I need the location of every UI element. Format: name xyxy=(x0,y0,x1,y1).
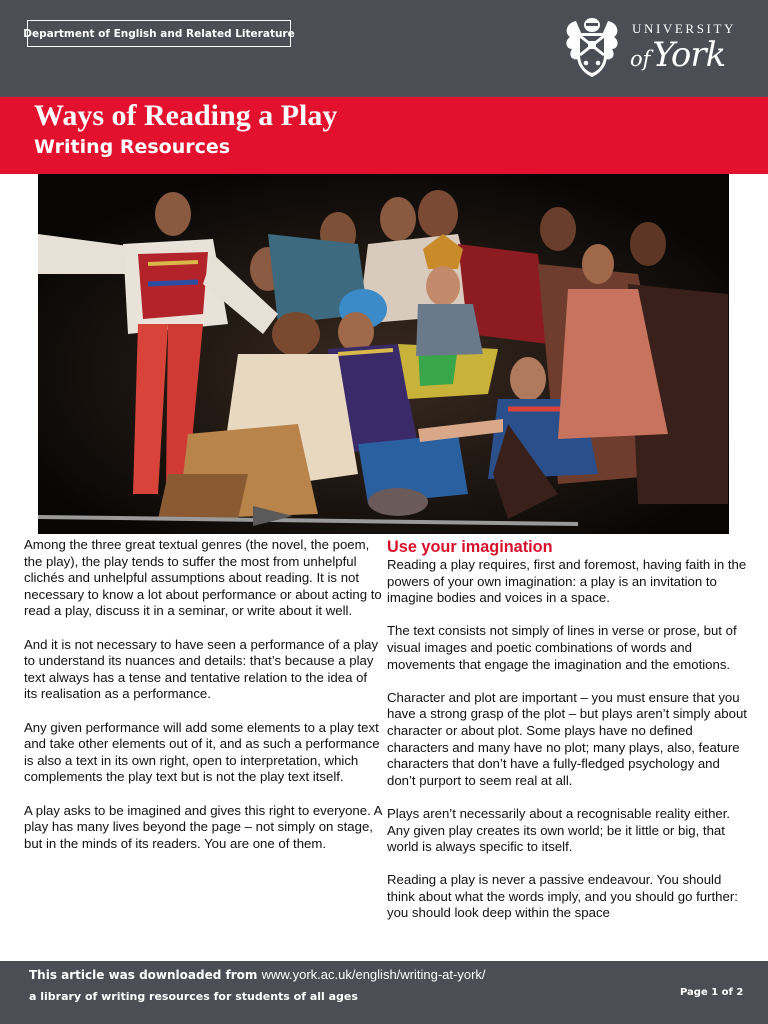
library-tagline: a library of writing resources for students of all ages xyxy=(29,990,358,1003)
body-paragraph: Any given performance will add some elements to a play text and take other elements out of it, and as such a performance is also a text in its own right, open to interpretation, which complements the play text but is not the play text itself. xyxy=(24,719,380,785)
logo-york-text xyxy=(630,35,725,75)
department-label: Department of English and Related Literature xyxy=(27,20,291,47)
download-link[interactable]: www.york.ac.uk/english/writing-at-york/ xyxy=(261,967,486,982)
logo-of-text: of xyxy=(630,47,651,71)
university-logo[interactable] xyxy=(562,15,742,81)
left-column xyxy=(24,537,382,869)
stage-performance-photo xyxy=(38,174,729,534)
body-paragraph: Among the three great textual genres (the novel, the poem, the play), the play tends to suffer the most from unhelpful clichés and unhelpful assumptions about reading. It is not necessary to know a lot about performance or about acting to read a play, discuss it in a seminar, or write about it well. xyxy=(24,537,382,619)
page-title: Ways of Reading a Play xyxy=(34,99,338,132)
body-paragraph: Reading a play requires, first and foremost, having faith in the powers of your own imagination: a play is an invitation to imagine bodies and voices in a space. xyxy=(387,557,747,606)
body-paragraph: Character and plot are important – you must ensure that you have a strong grasp of the plot – but plays aren’t simply about character or about plot. Some plays have no defined characters and many have no plot; many plays, also, feature characters that don’t have a fully-fledged psychology and don’t purport to seem real at all. xyxy=(387,689,747,788)
section-heading: Use your imagination xyxy=(387,538,553,556)
photo-illustration xyxy=(38,174,729,534)
body-paragraph: The text consists not simply of lines in verse or prose, but of visual images and poetic combinations of words and movements that engage the imagination and the emotions. xyxy=(387,623,737,672)
logo-york-word: York xyxy=(652,35,726,75)
page-subtitle: Writing Resources xyxy=(34,136,231,158)
body-paragraph: Plays aren’t necessarily about a recognisable reality either. Any given play creates its own world; be it little or big, that world is always specific to itself. xyxy=(387,805,731,855)
body-paragraph: Reading a play is never a passive endeavour. You should think about what the words imply, and you should go further: you should look deep within the space xyxy=(387,872,738,921)
right-column xyxy=(387,537,749,939)
body-paragraph: And it is not necessary to have seen a performance of a play to understand its nuances and details: that’s because a play text always has a tense and tentative relation to the idea of its realisation as a performance. xyxy=(24,636,379,702)
body-paragraph: A play asks to be imagined and gives this right to everyone. A play has many lives beyond the page – not simply on stage, but in the minds of its readers. You are one of them. xyxy=(24,802,382,851)
logo-university-text: UNIVERSITY xyxy=(632,21,736,36)
page-number: Page 1 of 2 xyxy=(680,987,744,998)
university-crest-icon xyxy=(562,15,622,81)
download-prefix: This article was downloaded from xyxy=(29,968,262,982)
footer-band xyxy=(0,961,768,1024)
download-notice xyxy=(29,967,486,982)
